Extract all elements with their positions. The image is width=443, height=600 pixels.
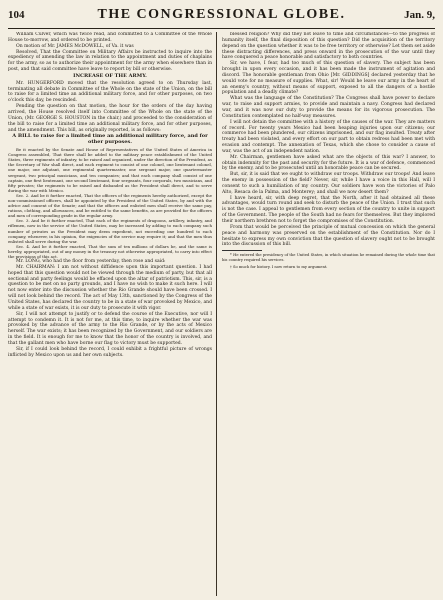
paragraph: Pending the question on that motion, the hour for the orders of the day having arrived, the House resolved itself into Committee of the Whole on the state of the Union, (Mr. GEORGE S. HOUSTON in the chair,) and proceeded to the consideration of the bill to raise for a limited time an additional military force, and for other purposes, and the amendment. This bill, as originally reported, is as follows: bbox=[8, 104, 212, 133]
paragraph: Mr. LONG, who had the floor from yesterday, then rose and said: bbox=[16, 259, 166, 265]
newspaper-title: THE CONGRESSIONAL GLOBE. bbox=[97, 7, 346, 22]
column-divider bbox=[216, 32, 217, 596]
paragraph: But, sir, it is said that we ought to withdraw our troops. Withdraw our troops! And leave the enemy in possession of the field? Never, sir, while I have a voice in this Hall, will I consent to such a humiliation of my country. Our soldiers have won the victories of Palo Alto, Resaca de la Palma, and Monterey; and shall we now desert them? bbox=[222, 172, 435, 195]
left-column bbox=[8, 32, 212, 596]
paragraph: blessed religion? Why did they not leave to time and circumstances—to the progress of humanity itself, the final disposition of this question? Did the acquisition of the territory depend on the question whether it was to be free territory or otherwise? Let them set aside these distracting differences, and press onward in the prosecution of the war until they have conquered a peace honorable and satisfactory to both countries. bbox=[222, 32, 435, 61]
page-number: 104 bbox=[8, 9, 25, 21]
paragraph: I will not detain the committee with a history of the causes of the war. They are matters of record. For twenty years Mexico had been heaping injuries upon our citizens; our commerce had been plundered, our citizens imprisoned, and our flag insulted. Treaty after treaty had been violated, and every effort on our part to obtain redress had been met with evasion and contempt. The annexation of Texas, which she chose to consider a cause of war, was the act of an independent nation. bbox=[222, 119, 435, 154]
footnote-rule bbox=[222, 250, 262, 251]
paragraph: William Culver, which was twice read, and committed to a Committee of the Whole House to-morrow, and ordered to be printed. bbox=[8, 32, 212, 43]
page-header bbox=[8, 6, 435, 29]
section-heading: INCREASE OF THE ARMY. bbox=[73, 72, 147, 79]
paragraph: Mr. HUNGERFORD moved that the resolution agreed to on Thursday last, terminating all debate in Committee of the Whole on the state of the Union, on the bill to raise for a limited time an additional military force, and for other purposes, on two o'clock this day, be rescinded. bbox=[8, 80, 212, 104]
paragraph: Sir, if I could look behind the record, I could exhibit a frightful picture of wrongs inflicted by Mexico upon us and her own subjects. bbox=[8, 346, 212, 358]
footnote: * He entered the presidency of the United States, in which situation he remained during the whole time that his country required his services. bbox=[222, 253, 435, 263]
paragraph: From that would be perceived the principle of mutual concession on which the general peace and harmony was preserved on the establishment of the Constitution. Nor do I hesitate to express my own conviction that the question of slavery ought not to be brought into the discussion of this bill. bbox=[222, 224, 435, 248]
paragraph: Sir, we have, I fear, had too much of this question of slavery. The subject has been brought in upon every occasion, and it has been made the instrument of agitation and discord. The honorable gentleman from Ohio [Mr. GIDDINGS] declared yesterday that he would vote for no measure of supplies. What, sir! Would he leave our army in the heart of an enemy's country, without means of support, exposed to all the dangers of a hostile population and a deadly climate? bbox=[222, 61, 435, 96]
paragraph: Sec. 4. And be it further enacted, That the sum of ten millions of dollars be, and the same is hereby, appropriated, out of any money in the treasury not otherwise appropriated, to carry into effect the provisions of this act. bbox=[8, 243, 212, 259]
section-heading: A BILL to raise for a limited time an additional military force, and for other purposes. bbox=[12, 133, 208, 146]
paragraph: I have heard, sir, with deep regret, that the North, after it had obtained all these advantages, would turn round and seek to disturb the peace of the Union. I trust that such is not the case. I appeal to gentlemen from every section of the country to unite in support of the Government. The people of the South had no fears for themselves. But they implored their northern brethren not to forget the compromises of the Constitution. bbox=[222, 195, 435, 224]
paragraph: Mr. Chairman, gentlemen have asked what are the objects of this war? I answer, to obtain indemnity for the past and security for the future. It is a war of defence, commenced by the enemy, and to be prosecuted until an honorable peace can be secured. bbox=[222, 154, 435, 172]
paragraph: What was the language of the Constitution? The Congress shall have power to declare war, to raise and support armies, to provide and maintain a navy. Congress had declared war, and it was now our duty to provide the means for its vigorous prosecution. The Constitution contemplated no half-way measures. bbox=[222, 96, 435, 119]
issue-date: Jan. 9, bbox=[404, 9, 435, 21]
footnote: † So much for history. I now return to my argument. bbox=[230, 264, 328, 269]
right-column bbox=[222, 32, 435, 596]
paragraph: Sir, I will not attempt to justify or to defend the course of the Executive, nor will I attempt to condemn it. It is not for me, at this time, to inquire whether the war was provoked by the advance of the army to the Rio Grande, or by the acts of Mexico herself. The war exists; it has been recognized by the Government, and our soldiers are in the field. It is enough for me to know that the honor of the country is involved, and that the gallant men who have borne our flag to victory must be supported. bbox=[8, 311, 212, 346]
paragraph: Sec. 2. And be it further enacted, That the officers of the regiments hereby authorized, except the non-commissioned officers, shall be appointed by the President of the United States, by and with the advice and consent of the Senate; and that the officers and enlisted men shall receive the same pay, rations, clothing, and allowances, and be entitled to the same benefits, as are provided for the officers and men of corresponding grade in the regular army. bbox=[8, 192, 212, 219]
paragraph: Mr. CHAIRMAN: I am not without diffidence upon this important question. I had hoped that this question would not be viewed through the medium of party, but that all sectional and party feelings would be effaced upon the altar of patriotism. This, sir, is a question to be met on no party grounds, and I have no wish to make it such here. I will not now enter into the discussion whether the Rio Grande should have been crossed. I will not look behind the record. The act of May 13th, sanctioned by the Congress of the United States, has declared the country to be in a state of war provoked by Mexico, and while a state of war exists, it is our duty to prosecute it with vigor. bbox=[8, 264, 212, 311]
paragraph: Be it enacted by the Senate and House of Representatives of the United States of America in Congress assembled, That there shall be added to the military peace establishment of the United States, three regiments of infantry, to be raised and organized, under the direction of the President, as the Secretary of War shall direct, and each regiment to consist of one colonel, one lieutenant colonel, one major, one adjutant, one regimental quartermaster, one sergeant major, one quartermaster sergeant, two principal musicians, and ten companies; and that each company shall consist of one captain, one first lieutenant, one second lieutenant, four sergeants, four corporals, two musicians, and fifty privates; the regiments to be raised and disbanded as the President shall direct, and to serve during the war with Mexico. bbox=[8, 147, 212, 193]
paragraph: Sec. 3. And be it further enacted, That each of the regiments of dragoons, artillery, infantry, and riflemen, now in the service of the United States, may be increased by adding to each company such number of privates as the President may deem expedient, not exceeding one hundred to each company, whenever, in his opinion, the exigencies of the service may require it; and that the men thus enlisted shall serve during the war. bbox=[8, 218, 212, 244]
paragraph: On motion of Mr. JAMES McDOWELL, of Va. it was bbox=[16, 43, 134, 49]
paragraph: Resolved, That the Committee on Military Affairs be instructed to inquire into the expediency of amending the law in relation to the appointment and duties of chaplains for the army, so as to authorize their appointment for the army when elsewhere than in post, and that said committee have leave to report by bill or otherwise. bbox=[8, 49, 212, 73]
